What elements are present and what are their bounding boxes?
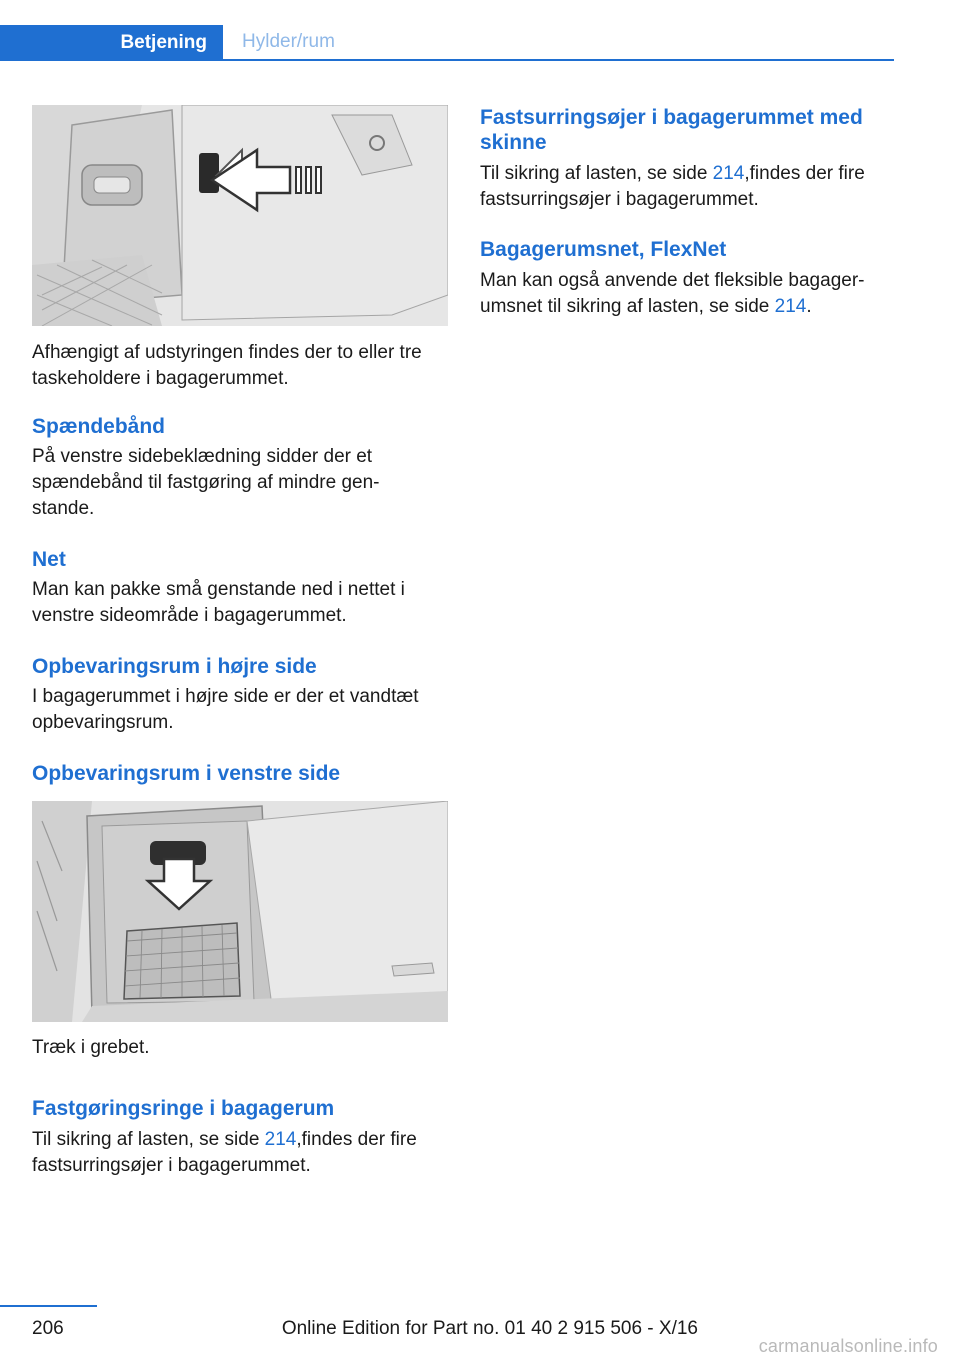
paragraph-spaendebaand: På venstre sidebeklædning sidder der et spændebånd til fastgøring af mindre gen-stande. <box>32 446 380 519</box>
watermark: carmanualsonline.info <box>758 1336 938 1356</box>
paragraph-flexnet <box>480 268 894 320</box>
text-segment: ,findes der fire fastsurringsøjer i bagagerummet. <box>480 163 865 210</box>
text-segment: ,findes der fire fastsurringsøjer i bagagerummet. <box>32 1129 417 1176</box>
tab-hylder-rum[interactable] <box>242 25 335 59</box>
footer-rule <box>0 1305 97 1307</box>
page-number: 206 <box>32 1318 64 1339</box>
heading-fastsurringsoejer-skinne: Fastsurringsøjer i bagagerummet med skinne <box>480 106 863 154</box>
figure-bag-holder <box>32 105 448 326</box>
tab-betjening-label: Betjening <box>120 32 207 53</box>
heading-opbevaringsrum-hoejre: Opbevaringsrum i højre side <box>32 655 317 678</box>
page-link-214[interactable]: 214 <box>774 296 807 317</box>
left-storage-illustration <box>32 801 448 1022</box>
text-segment: Man kan også anvende det fleksible bagager-umsnet til sikring af lasten, se side <box>480 270 865 317</box>
page-link-214[interactable]: 214 <box>712 163 745 184</box>
heading-net: Net <box>32 548 66 571</box>
page-header <box>0 25 894 61</box>
tab-hylder-rum-label: Hylder/rum <box>242 31 335 52</box>
tab-betjening[interactable] <box>0 25 223 61</box>
paragraph-opbevaringsrum-hoejre: I bagagerummet i højre side er der et vandtæt opbevaringsrum. <box>32 686 419 733</box>
header-rule <box>0 59 894 61</box>
edition-text: Online Edition for Part no. 01 40 2 915 506 - X/16 <box>281 1318 698 1339</box>
heading-opbevaringsrum-venstre: Opbevaringsrum i venstre side <box>32 762 341 785</box>
text-segment: . <box>806 296 812 317</box>
page-link-214[interactable]: 214 <box>264 1129 297 1150</box>
heading-flexnet: Bagagerumsnet, FlexNet <box>480 238 727 261</box>
text-segment: Til sikring af lasten, se side <box>480 163 713 184</box>
paragraph-traek-i-grebet: Træk i grebet. <box>32 1037 150 1058</box>
heading-fastgoeringsringe: Fastgøringsringe i bagagerum <box>32 1097 335 1120</box>
figure-left-storage <box>32 801 448 1022</box>
paragraph-fastsurringsoejer-skinne <box>480 161 894 213</box>
paragraph-net: Man kan pakke små genstande ned i nettet i venstre sideområde i bagagerummet. <box>32 579 405 626</box>
bag-holder-illustration <box>32 105 448 326</box>
heading-spaendebaand: Spændebånd <box>32 415 166 438</box>
text-segment: Til sikring af lasten, se side <box>32 1129 265 1150</box>
paragraph-fastgoeringsringe <box>32 1127 448 1179</box>
paragraph-bag-holders: Afhængigt af udstyringen findes der to eller tre taskeholdere i bagagerummet. <box>32 342 422 389</box>
